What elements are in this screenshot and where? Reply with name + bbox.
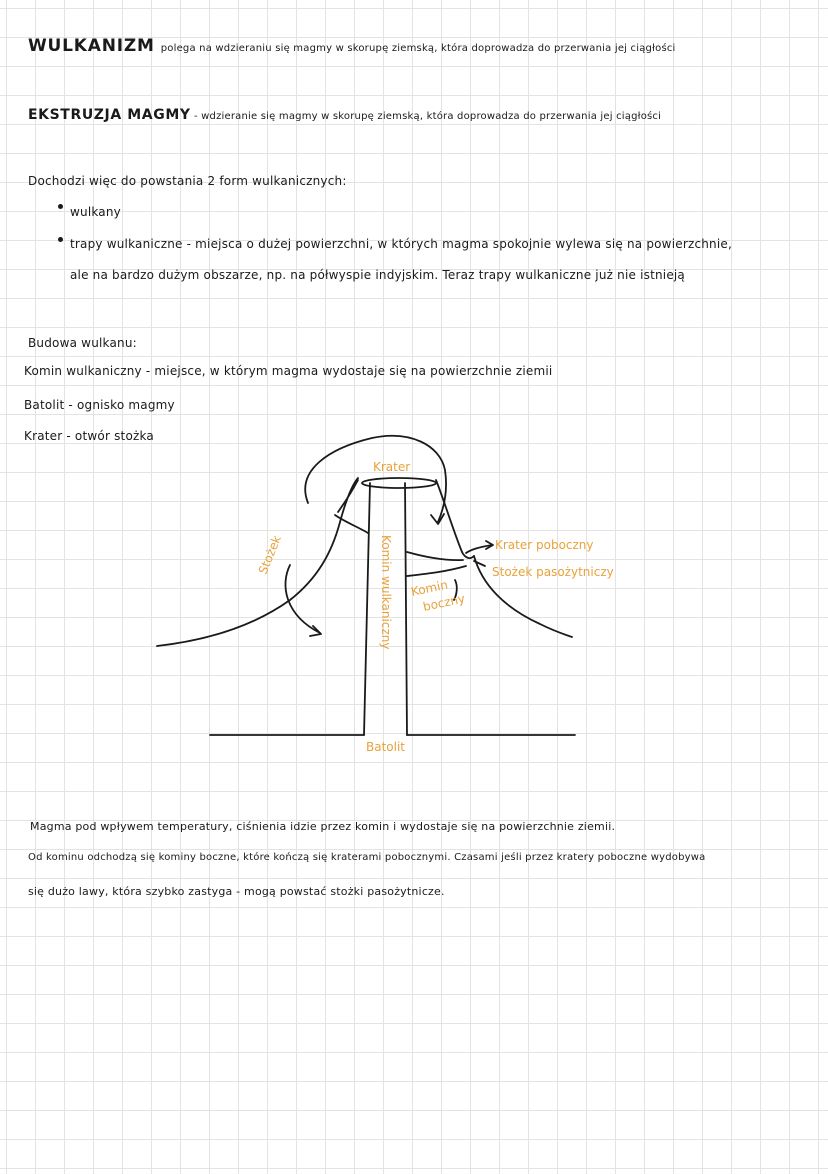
structure-heading: Budowa wulkanu: bbox=[28, 336, 137, 350]
label-stozek: Stożek bbox=[255, 533, 284, 577]
label-komin-boczny-1: Komin bbox=[409, 577, 450, 599]
label-komin-wulkaniczny: Komin wulkaniczny bbox=[379, 535, 393, 650]
forms-item-trapy: trapy wulkaniczne - miejsca o dużej powierzchni, w których magma spokojnie wylewa się na powierzchnie, bbox=[70, 237, 732, 251]
structure-line-batolit: Batolit - ognisko magmy bbox=[24, 398, 175, 412]
krater-arrow-head bbox=[431, 514, 444, 524]
definition-wulkanizm-text: polega na wdzieraniu się magmy w skorupę ziemską, która doprowadza do przerwania jej ciągłości bbox=[160, 43, 676, 54]
forms-item-wulkany: wulkany bbox=[70, 205, 121, 219]
crater-inner-wall bbox=[338, 480, 358, 512]
lateral-conduit-bottom bbox=[407, 566, 466, 576]
label-stozek-pasozytniczy: Stożek pasożytniczy bbox=[492, 565, 614, 579]
forms-continuation: ale na bardzo dużym obszarze, np. na półwyspie indyjskim. Teraz trapy wulkaniczne już nie istnieją bbox=[70, 268, 685, 282]
lateral-conduit-top bbox=[407, 552, 463, 560]
main-conduit-left bbox=[364, 483, 370, 735]
label-komin-boczny-2: boczny bbox=[421, 591, 467, 614]
summary-line-2: Od kominu odchodzą się kominy boczne, które kończą się kraterami pobocznymi. Czasami jeśli przez kratery poboczne wydobywa bbox=[28, 852, 706, 863]
definition-ekstruzja-text: - wdzieranie się magmy w skorupę ziemską, która doprowadza do przerwania jej ciągłości bbox=[190, 111, 662, 122]
term-ekstruzja: EKSTRUZJA MAGMY bbox=[28, 107, 191, 123]
summary-line-1: Magma pod wpływem temperatury, ciśnienia idzie przez komin i wydostaje się na powierzchnie ziemii. bbox=[30, 820, 616, 833]
main-conduit-right bbox=[405, 483, 407, 735]
label-krater: Krater bbox=[373, 460, 411, 474]
volcano-left-flank bbox=[157, 478, 358, 646]
krater-poboczny-arrow bbox=[466, 545, 492, 553]
summary-line-3: się dużo lawy, która szybko zastyga - mogą powstać stożki pasożytnicze. bbox=[28, 885, 445, 898]
structure-line-komin: Komin wulkaniczny - miejsce, w którym magma wydostaje się na powierzchnie ziemii bbox=[24, 364, 553, 378]
forms-intro: Dochodzi więc do powstania 2 form wulkanicznych: bbox=[28, 174, 347, 188]
crater-rim bbox=[362, 478, 436, 488]
label-batolit: Batolit bbox=[366, 740, 406, 754]
structure-line-krater: Krater - otwór stożka bbox=[24, 429, 154, 443]
term-wulkanizm: WULKANIZM bbox=[28, 36, 155, 56]
label-krater-poboczny: Krater poboczny bbox=[495, 538, 594, 552]
parasitic-cone bbox=[462, 552, 474, 558]
